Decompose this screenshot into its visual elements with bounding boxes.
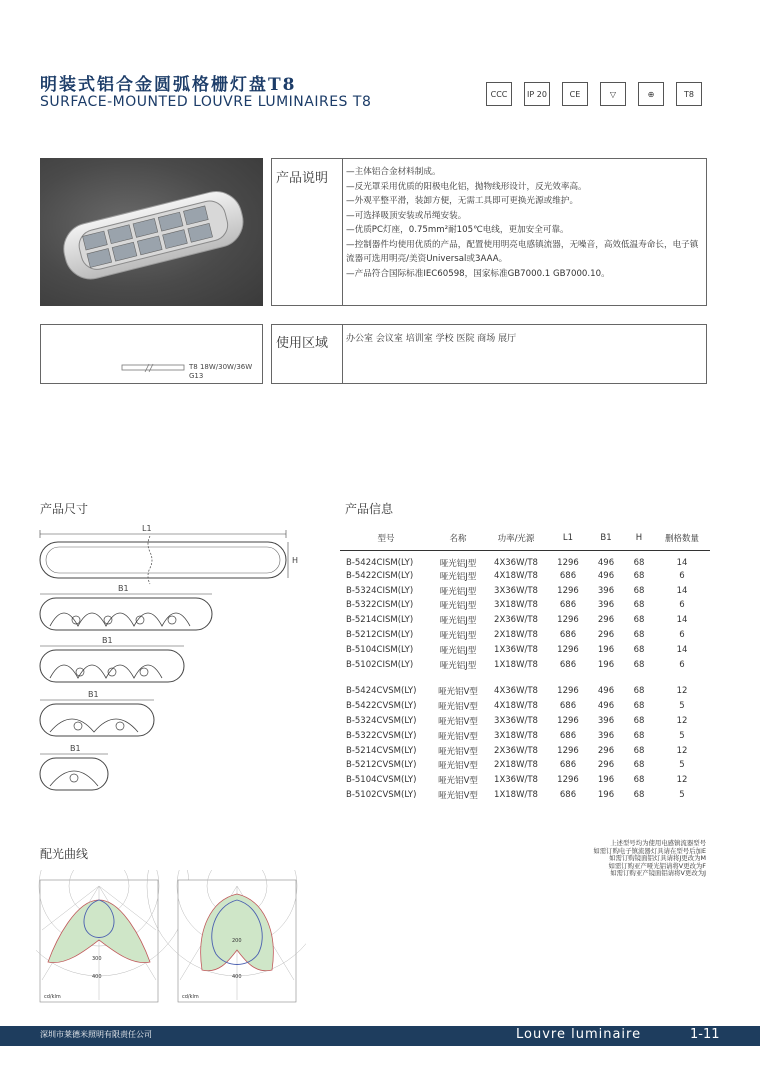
table-cell: 686: [559, 790, 577, 801]
series-name: Louvre luminaire: [516, 1027, 642, 1042]
note-line: 如需订购镜面铝灯具请将J更改为M: [609, 854, 706, 863]
table-cell: B-5422CVSM(LY): [346, 701, 417, 712]
table-cell: 哑光铝V型: [438, 687, 478, 698]
table-cell: 68: [633, 585, 645, 596]
ground-mark-icon: ⊕: [638, 82, 664, 106]
table-cell: 686: [559, 630, 577, 641]
height-label: H: [292, 556, 299, 565]
table-cell: B-5322CVSM(LY): [346, 730, 417, 741]
table-cell: 3X36W/T8: [494, 716, 538, 727]
table-cell: 2X18W/T8: [494, 630, 538, 641]
note-line: 如需订购亚产哑光铝请将V更改为F: [608, 861, 706, 870]
table-cell: 68: [633, 570, 645, 581]
table-cell: B-5102CISM(LY): [346, 659, 414, 670]
description-line: —优质PC灯座，0.75mm²耐105℃电线，更加安全可靠。: [346, 225, 569, 235]
table-cell: 686: [559, 760, 577, 771]
certification-marks: [486, 82, 702, 106]
table-cell: 1296: [557, 644, 579, 655]
product-photo: [40, 158, 263, 306]
tube-lamp-icon: [121, 363, 187, 373]
table-cell: B-5212CISM(LY): [346, 630, 414, 641]
table-row: [340, 628, 710, 643]
note-line: 如需订购电子镇流器灯具请在型号后加E: [593, 846, 706, 855]
table-cell: 哑光铝J型: [439, 645, 477, 656]
table-cell: 296: [597, 745, 615, 756]
table-cell: 12: [676, 775, 688, 786]
table-cell: B-5212CVSM(LY): [346, 760, 417, 771]
description-line: —反光罩采用优质的阳极电化铝，抛物线形设计，反光效率高。: [346, 181, 587, 192]
table-cell: 296: [597, 615, 615, 626]
table-cell: 68: [633, 557, 645, 568]
usage-text: 办公室 会议室 培训室 学校 医院 商场 展厅: [346, 334, 517, 344]
page-number: 1-11: [690, 1027, 720, 1042]
table-cell: 哑光铝V型: [438, 746, 478, 757]
description-label: 产品说明: [276, 171, 329, 186]
table-cell: 6: [679, 600, 685, 611]
table-row: [340, 598, 710, 613]
table-cell: B-5214CVSM(LY): [346, 745, 417, 756]
product-info-table: [340, 530, 710, 802]
table-cell: 1X36W/T8: [494, 644, 538, 655]
table-cell: 396: [597, 585, 615, 596]
column-header: L1: [548, 530, 588, 550]
column-header: 型号: [340, 530, 432, 550]
table-cell: 68: [633, 686, 645, 697]
table-cell: 1296: [557, 745, 579, 756]
table-cell: 哑光铝V型: [438, 791, 478, 802]
table-cell: 68: [633, 659, 645, 670]
table-cell: 6: [679, 630, 685, 641]
table-cell: 686: [559, 570, 577, 581]
photometric-curves: [36, 870, 306, 1010]
table-cell: 68: [633, 630, 645, 641]
table-row: [340, 728, 710, 743]
table-cell: 哑光铝J型: [439, 586, 477, 597]
table-cell: B-5324CVSM(LY): [346, 716, 417, 727]
ccc-mark-icon: CCC: [486, 82, 512, 106]
table-cell: 5: [679, 790, 685, 801]
table-spacer: [340, 672, 710, 684]
table-row: [340, 657, 710, 672]
chart-a-label-mid: 300: [92, 956, 102, 962]
table-cell: 1296: [557, 615, 579, 626]
table-cell: B-5422CISM(LY): [346, 570, 414, 581]
table-cell: 5: [679, 730, 685, 741]
table-cell: 196: [597, 659, 615, 670]
table-cell: 2X36W/T8: [494, 615, 538, 626]
table-row: [340, 699, 710, 714]
photometric-heading: 配光曲线: [40, 847, 89, 861]
table-cell: 68: [633, 790, 645, 801]
table-cell: 14: [676, 644, 688, 655]
column-header: 删格数量: [654, 530, 710, 550]
footer-bar: [0, 1026, 760, 1046]
table-cell: 686: [559, 659, 577, 670]
table-cell: 296: [597, 630, 615, 641]
column-header: 名称: [432, 530, 484, 550]
table-cell: 1296: [557, 775, 579, 786]
ordering-notes: [470, 840, 706, 878]
column-header: 功率/光源: [484, 530, 548, 550]
table-cell: 6: [679, 659, 685, 670]
table-cell: 4X18W/T8: [494, 570, 538, 581]
table-cell: 68: [633, 701, 645, 712]
table-cell: 496: [597, 557, 615, 568]
table-cell: 686: [559, 701, 577, 712]
dimensions-heading: 产品尺寸: [40, 502, 89, 516]
table-cell: 1296: [557, 557, 579, 568]
table-cell: 496: [597, 701, 615, 712]
table-cell: 3X18W/T8: [494, 600, 538, 611]
table-cell: 5: [679, 760, 685, 771]
table-cell: 哑光铝J型: [439, 558, 477, 569]
table-cell: 1X36W/T8: [494, 775, 538, 786]
chart-a-unit: cd/klm: [44, 994, 61, 1000]
table-row: [340, 569, 710, 584]
length-label: L1: [142, 524, 152, 533]
description-list: [346, 165, 706, 281]
table-cell: 496: [597, 570, 615, 581]
table-cell: 4X36W/T8: [494, 686, 538, 697]
table-row: [340, 743, 710, 758]
table-cell: 68: [633, 644, 645, 655]
table-cell: B-5424CVSM(LY): [346, 686, 417, 697]
ce-mark-icon: CE: [562, 82, 588, 106]
table-cell: 196: [597, 790, 615, 801]
table-cell: 14: [676, 615, 688, 626]
table-row: [340, 773, 710, 788]
section-3-lamp: [40, 650, 184, 682]
usage-label: 使用区域: [276, 336, 329, 351]
table-row: [340, 550, 710, 569]
table-cell: 68: [633, 760, 645, 771]
width-label: B1: [118, 584, 129, 593]
table-cell: 2X36W/T8: [494, 745, 538, 756]
table-cell: 哑光铝J型: [439, 631, 477, 642]
table-cell: 哑光铝V型: [438, 717, 478, 728]
table-cell: B-5102CVSM(LY): [346, 790, 417, 801]
table-cell: 4X18W/T8: [494, 701, 538, 712]
description-line: —外观平整平滑，装卸方便，无需工具即可更换光源或维护。: [346, 196, 579, 206]
usage-box: [271, 324, 707, 384]
table-cell: 68: [633, 775, 645, 786]
divider: [342, 325, 343, 383]
table-cell: 1296: [557, 716, 579, 727]
table-cell: 哑光铝J型: [439, 601, 477, 612]
dimension-drawings: [36, 522, 306, 802]
table-row: [340, 613, 710, 628]
triangle-mark-icon: ▽: [600, 82, 626, 106]
description-box: [271, 158, 707, 306]
lamp-wattage: T8 18W/30W/36W: [189, 363, 253, 371]
table-cell: 3X36W/T8: [494, 585, 538, 596]
description-line: —可选择吸顶安装或吊绳安装。: [346, 210, 467, 221]
width-label: B1: [102, 636, 113, 645]
table-cell: 68: [633, 730, 645, 741]
table-cell: 2X18W/T8: [494, 760, 538, 771]
table-cell: 68: [633, 745, 645, 756]
table-cell: 3X18W/T8: [494, 730, 538, 741]
table-cell: 哑光铝J型: [439, 616, 477, 627]
table-header-row: [340, 530, 710, 550]
note-line: 如需订购亚产镜面铝请将V更改为J: [610, 869, 706, 878]
description-line: —主体铝合金材料制成。: [346, 167, 441, 177]
table-cell: 68: [633, 600, 645, 611]
chart-b-label-mid: 200: [232, 938, 242, 944]
table-cell: 12: [676, 686, 688, 697]
polar-chart-a: [36, 870, 189, 1002]
table-cell: 哑光铝J型: [439, 660, 477, 671]
title-en: SURFACE-MOUNTED LOUVRE LUMINAIRES T8: [40, 94, 372, 110]
table-cell: 5: [679, 701, 685, 712]
table-cell: B-5424CISM(LY): [346, 557, 414, 568]
section-4-lamp: [40, 598, 212, 630]
lamp-box: [40, 324, 263, 384]
chart-b-unit: cd/klm: [182, 994, 199, 1000]
table-cell: 哑光铝V型: [438, 776, 478, 787]
table-cell: 1X18W/T8: [494, 790, 538, 801]
table-cell: B-5322CISM(LY): [346, 600, 414, 611]
lamp-base: G13: [189, 372, 204, 380]
table-cell: 哑光铝J型: [439, 571, 477, 582]
table-cell: 12: [676, 716, 688, 727]
table-cell: 396: [597, 716, 615, 727]
width-label: B1: [70, 744, 81, 753]
column-header: B1: [588, 530, 624, 550]
table-cell: 12: [676, 745, 688, 756]
t8-mark-icon: T8: [676, 82, 702, 106]
table-cell: 496: [597, 686, 615, 697]
table-cell: 296: [597, 760, 615, 771]
table-cell: 6: [679, 570, 685, 581]
luminaire-image-icon: [40, 158, 263, 306]
table-cell: 哑光铝V型: [438, 731, 478, 742]
table-row: [340, 758, 710, 773]
table-cell: 哑光铝V型: [438, 761, 478, 772]
width-label: B1: [88, 690, 99, 699]
chart-b-label-low: 400: [232, 974, 242, 980]
table-row: [340, 714, 710, 729]
table-cell: 14: [676, 585, 688, 596]
ip20-mark-icon: IP 20: [524, 82, 550, 106]
company-name: 深圳市莱德米照明有限责任公司: [40, 1030, 152, 1039]
note-line: 上述型号均为使用电感镇流器型号: [610, 839, 706, 847]
lamp-spec: [189, 363, 252, 381]
table-cell: B-5214CISM(LY): [346, 615, 414, 626]
table-cell: 68: [633, 615, 645, 626]
top-view-outline: [40, 542, 286, 578]
table-cell: 686: [559, 600, 577, 611]
table-cell: 哑光铝V型: [438, 702, 478, 713]
product-info-heading: 产品信息: [345, 502, 394, 516]
table-row: [340, 788, 710, 803]
title-cn: 明装式铝合金圆弧格栅灯盘T8: [40, 75, 297, 95]
table-cell: 396: [597, 730, 615, 741]
table-cell: 196: [597, 775, 615, 786]
table-cell: 1X18W/T8: [494, 659, 538, 670]
table-cell: B-5104CISM(LY): [346, 644, 414, 655]
description-line: —产品符合国际标准IEC60598，国家标准GB7000.1 GB7000.10。: [346, 268, 610, 279]
table-cell: 1296: [557, 686, 579, 697]
table-cell: 396: [597, 600, 615, 611]
table-cell: 196: [597, 644, 615, 655]
table-body: [340, 550, 710, 802]
table-row: [340, 684, 710, 699]
table-cell: 14: [676, 557, 688, 568]
divider: [342, 159, 343, 305]
column-header: H: [624, 530, 654, 550]
table-cell: 1296: [557, 585, 579, 596]
table-cell: 4X36W/T8: [494, 557, 538, 568]
description-line: —控制器件均使用优质的产品，配置使用明亮电感镇流器，无噪音，高效低温寿命长，电子镇流器可选用明亮/美资Universal或3AAA。: [346, 239, 699, 264]
polar-chart-b: [147, 870, 306, 1002]
chart-a-label-low: 400: [92, 974, 102, 980]
table-cell: 68: [633, 716, 645, 727]
table-cell: 686: [559, 730, 577, 741]
table-cell: B-5324CISM(LY): [346, 585, 414, 596]
table-row: [340, 583, 710, 598]
table-row: [340, 642, 710, 657]
table-cell: B-5104CVSM(LY): [346, 775, 417, 786]
